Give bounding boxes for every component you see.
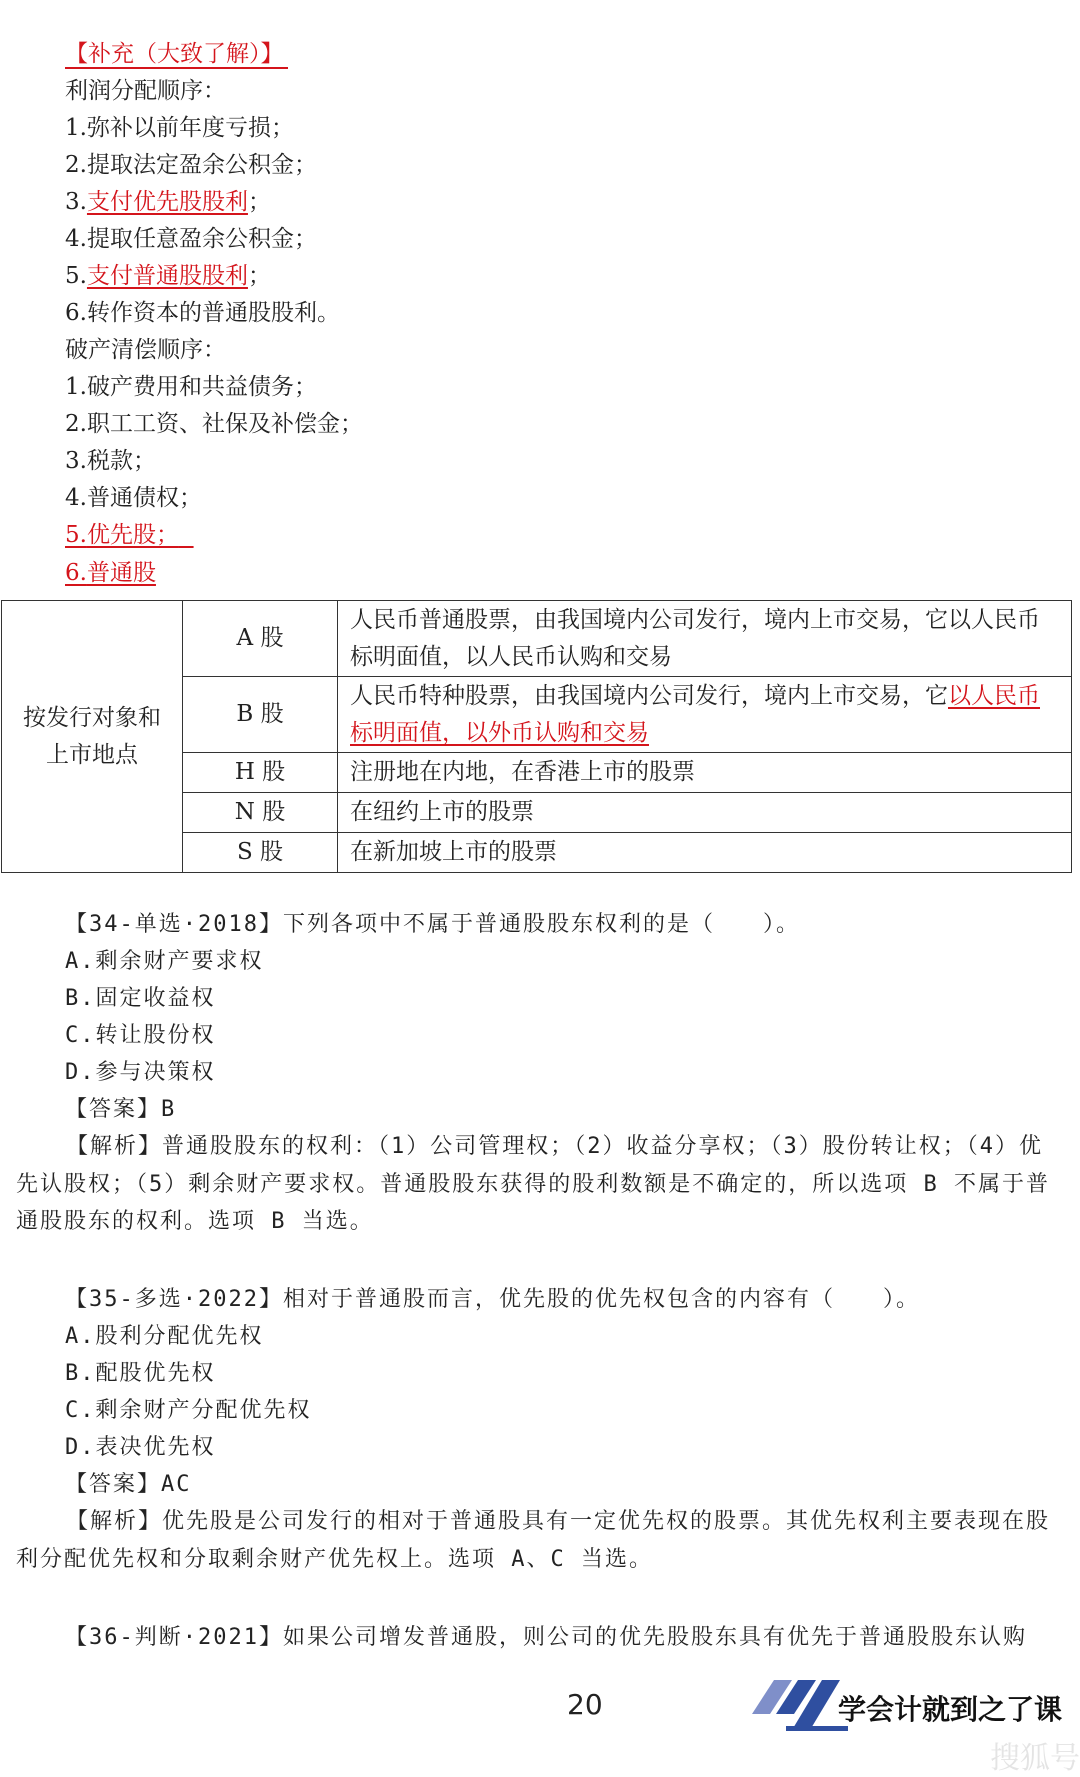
category-text: 按发行对象和上市地点 (23, 704, 161, 768)
item-text: 提取任意盈余公积金 (86, 226, 294, 252)
item-tail: ； (132, 448, 156, 474)
item-text: 转作资本的普通股股利 (86, 300, 317, 326)
profit-item (65, 110, 294, 147)
stock-desc-cell (338, 753, 1072, 793)
q34-answer: 【答案】B (65, 1097, 177, 1122)
item-text: 提取法定盈余公积金 (86, 152, 294, 178)
table-row (2, 601, 1072, 677)
item-text: 优先股； (86, 522, 179, 548)
item-number: 2. (65, 152, 87, 178)
stock-code-cell: B 股 (183, 677, 338, 753)
profit-order-title: 利润分配顺序： (65, 78, 226, 104)
item-number: 5. (65, 263, 87, 289)
item-number: 4. (65, 485, 87, 511)
q34-analysis: 【解析】普通股股东的权利：（1）公司管理权；（2）收益分享权；（3）股份转让权；（4）优先认股权；（5）剩余财产要求权。普通股股东获得的股利数额是不确定的，所以选项 B 不属于普通股股东的权利。选项 B 当选。 (16, 1134, 1050, 1234)
desc-text: 注册地在内地，在香港上市的股票 (350, 759, 695, 785)
item-tail: ； (247, 263, 271, 289)
profit-item (65, 147, 317, 184)
supplement-heading-text: 【补充（大致了解）】 (65, 41, 288, 69)
stock-code-cell: A 股 (183, 601, 338, 677)
stock-desc-cell (338, 601, 1072, 677)
q35-answer: 【答案】AC (65, 1472, 192, 1497)
stock-desc-cell (338, 793, 1072, 833)
item-tail: ； (247, 189, 271, 215)
item-number: 4. (65, 226, 87, 252)
bankruptcy-item (65, 443, 156, 480)
bankruptcy-order-title: 破产清偿顺序： (65, 337, 226, 363)
item-text: 破产费用和共益债务 (86, 374, 294, 400)
bankruptcy-item (65, 369, 317, 406)
desc-text: 人民币特种股票，由我国境内公司发行，境内上市交易，它 (350, 682, 948, 709)
bankruptcy-item-highlight (65, 555, 156, 592)
item-tail: ； (339, 411, 363, 437)
q34-stem: 【34-单选·2018】下列各项中不属于普通股股东权利的是（ ）。 (65, 912, 800, 937)
item-text: 普通股 (86, 560, 156, 586)
brand-text: 学会计就到之了课 (838, 1693, 1063, 1726)
item-number: 3. (65, 189, 87, 215)
item-number: 1. (65, 115, 87, 141)
desc-text-highlight: 以人民币标明面值，以外币认购和交易 (350, 682, 1040, 746)
item-tail: ； (178, 485, 202, 511)
item-number: 5. (65, 522, 87, 548)
q36-stem: 【36-判断·2021】如果公司增发普通股，则公司的优先股股东具有优先于普通股股东认购 (65, 1625, 1027, 1650)
bankruptcy-item (65, 480, 202, 517)
profit-item (65, 295, 340, 332)
q34-option: B.固定收益权 (65, 986, 216, 1011)
desc-text: 在新加坡上市的股票 (350, 839, 557, 865)
item-text-highlight: 支付优先股股利 (86, 189, 248, 215)
q34-option: A.剩余财产要求权 (65, 949, 264, 974)
item-number: 2. (65, 411, 87, 437)
q35-stem: 【35-多选·2022】相对于普通股而言，优先股的优先权包含的内容有（ ）。 (65, 1287, 920, 1312)
q34-option: C.转让股份权 (65, 1023, 216, 1048)
stock-classification-table (1, 600, 1072, 873)
item-number: 6. (65, 300, 87, 326)
item-text: 税款 (86, 448, 133, 474)
brand-logo-icon (752, 1680, 848, 1735)
q34-option: D.参与决策权 (65, 1060, 216, 1085)
profit-item (65, 184, 271, 221)
stock-code-cell: H 股 (183, 753, 338, 793)
page-number: 20 (567, 1688, 603, 1721)
item-text: 普通债权 (86, 485, 179, 511)
stock-code-cell: N 股 (183, 793, 338, 833)
stock-desc-cell (338, 833, 1072, 873)
profit-item (65, 258, 271, 295)
item-text: 弥补以前年度亏损 (86, 115, 271, 141)
item-tail: ； (293, 152, 317, 178)
watermark: 搜狐号 (990, 1741, 1080, 1776)
item-text: 职工工资、社保及补偿金 (86, 411, 340, 437)
q35-option: A.股利分配优先权 (65, 1324, 264, 1349)
item-tail: ； (293, 374, 317, 400)
bankruptcy-item-highlight (65, 517, 194, 554)
bankruptcy-item (65, 406, 363, 443)
item-tail: ； (293, 226, 317, 252)
item-number: 1. (65, 374, 87, 400)
stock-desc-cell (338, 677, 1072, 753)
desc-text: 人民币普通股票，由我国境内公司发行，境内上市交易，它以人民币标明面值，以人民币认购和交易 (350, 606, 1040, 670)
q35-option: C.剩余财产分配优先权 (65, 1398, 312, 1423)
category-cell (2, 601, 183, 873)
item-number: 3. (65, 448, 87, 474)
q35-analysis: 【解析】优先股是公司发行的相对于普通股具有一定优先权的股票。其优先权利主要表现在股利分配优先权和分取剩余财产优先权上。选项 A、C 当选。 (16, 1509, 1051, 1572)
supplement-heading (65, 36, 288, 73)
desc-text: 在纽约上市的股票 (350, 799, 534, 825)
profit-item (65, 221, 317, 258)
q35-option: B.配股优先权 (65, 1361, 216, 1386)
q35-option: D.表决优先权 (65, 1435, 216, 1460)
item-tail: ； (270, 115, 294, 141)
item-number: 6. (65, 560, 87, 586)
stock-code-cell: S 股 (183, 833, 338, 873)
item-text-highlight: 支付普通股股利 (86, 263, 248, 289)
item-tail: 。 (316, 300, 340, 326)
